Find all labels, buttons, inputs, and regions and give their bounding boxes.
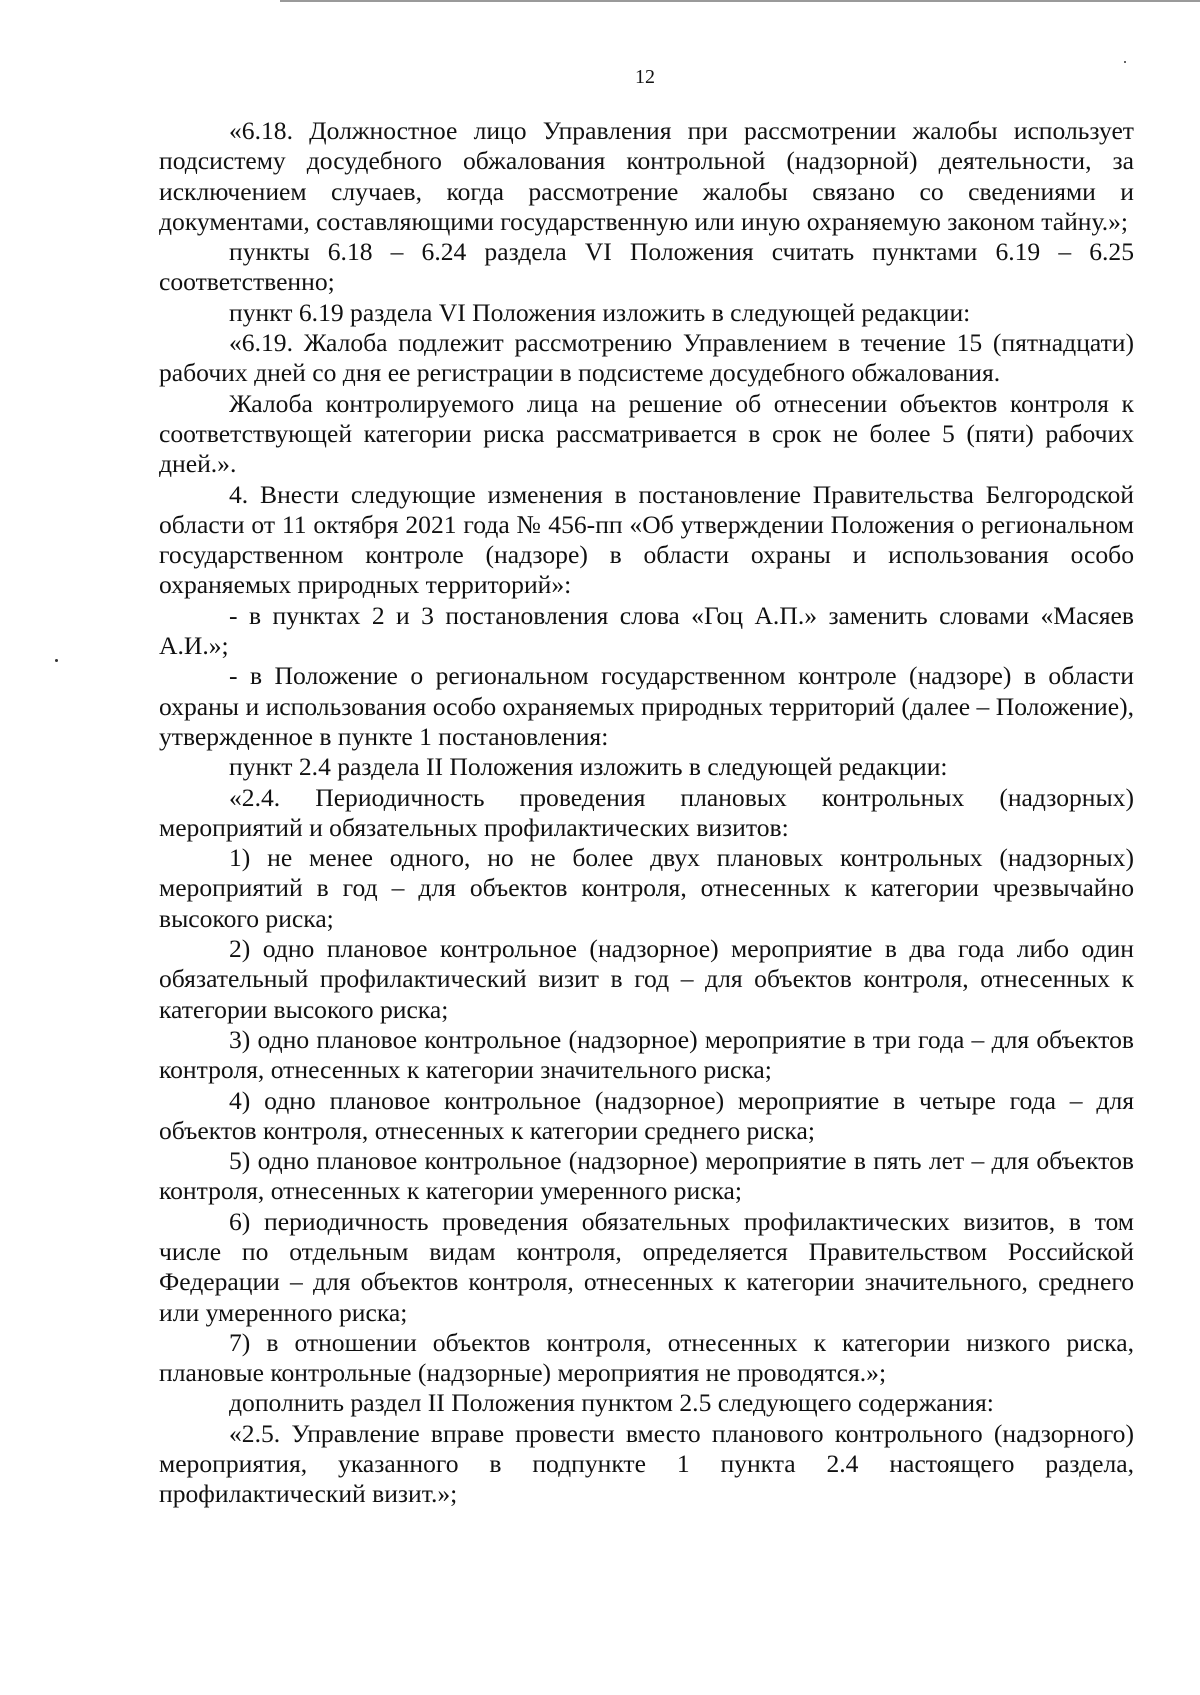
- paragraph-regulation-amend: - в Положение о региональном государственном контроле (надзоре) в области охраны и использования особо охраняемых природных территорий (далее – Положение), утвержденное в пункте 1 постановления:: [159, 661, 1134, 751]
- paragraph-2-5: «2.5. Управление вправе провести вместо планового контрольного (надзорного) мероприятия, указанного в подпункте 1 пункта 2.4 настоящего раздела, профилактический визит.»;: [159, 1418, 1134, 1509]
- paragraph-6-18: «6.18. Должностное лицо Управления при рассмотрении жалобы использует подсистему досудебного обжалования контрольной (надзорной) деятельности, за исключением случаев, когда рассмотрение жалобы связано со сведениями и документами, составляющими государственную или иную охраняемую законом тайну.»;: [159, 116, 1134, 236]
- scan-top-edge: [280, 0, 1200, 2]
- paragraph-replace-names: - в пунктах 2 и 3 постановления слова «Гоц А.П.» заменить словами «Масяев А.И.»;: [159, 600, 1134, 661]
- paragraph-renumber: пункты 6.18 – 6.24 раздела VI Положения считать пунктами 6.19 – 6.25 соответственно;: [159, 237, 1134, 297]
- paragraph-6-19-intro: пункт 6.19 раздела VI Положения изложить в следующей редакции:: [229, 297, 971, 327]
- list-item-7: 7) в отношении объектов контроля, отнесенных к категории низкого риска, плановые контрольные (надзорные) мероприятия не проводятся.»;: [159, 1327, 1134, 1388]
- list-item-2: 2) одно плановое контрольное (надзорное) мероприятие в два года либо один обязательный профилактический визит в год – для объектов контроля, отнесенных к категории высокого риска;: [159, 934, 1134, 1024]
- list-item-4: 4) одно плановое контрольное (надзорное) мероприятие в четыре года – для объектов контроля, отнесенных к категории среднего риска;: [159, 1085, 1134, 1145]
- paragraph-complaint-term: Жалоба контролируемого лица на решение об отнесении объектов контроля к соответствующей категории риска рассматривается в срок не более 5 (пяти) рабочих дней.».: [159, 388, 1134, 479]
- list-item-5: 5) одно плановое контрольное (надзорное) мероприятие в пять лет – для объектов контроля, отнесенных к категории умеренного риска;: [159, 1146, 1134, 1206]
- scan-speck: [55, 659, 58, 662]
- scan-speck: [1124, 61, 1126, 63]
- paragraph-2-4-intro: пункт 2.4 раздела II Положения изложить в следующей редакции:: [229, 752, 948, 782]
- paragraph-item-4: 4. Внести следующие изменения в постановление Правительства Белгородской области от 11 октября 2021 года № 456-пп «Об утверждении Положения о региональном государственном контроле (надзоре) в области охраны и использования особо охраняемых природных территорий»:: [159, 479, 1134, 600]
- list-item-3: 3) одно плановое контрольное (надзорное) мероприятие в три года – для объектов контроля, отнесенных к категории значительного риска;: [159, 1024, 1134, 1085]
- paragraph-2-5-intro: дополнить раздел II Положения пунктом 2.5 следующего содержания:: [229, 1388, 994, 1418]
- page-number: 12: [635, 66, 655, 88]
- document-body: [159, 116, 1134, 1510]
- paragraph-6-19: «6.19. Жалоба подлежит рассмотрению Управлением в течение 15 (пятнадцати) рабочих дней со дня ее регистрации в подсистеме досудебного обжалования.: [159, 328, 1134, 388]
- paragraph-2-4: «2.4. Периодичность проведения плановых контрольных (надзорных) мероприятий и обязательных профилактических визитов:: [159, 782, 1134, 842]
- list-item-6: 6) периодичность проведения обязательных профилактических визитов, в том числе по отдельным видам контроля, определяется Правительством Российской Федерации – для объектов контроля, отнесенных к категории значительного, среднего или умеренного риска;: [159, 1206, 1134, 1327]
- list-item-1: 1) не менее одного, но не более двух плановых контрольных (надзорных) мероприятий в год – для объектов контроля, отнесенных к категории чрезвычайно высокого риска;: [159, 843, 1134, 933]
